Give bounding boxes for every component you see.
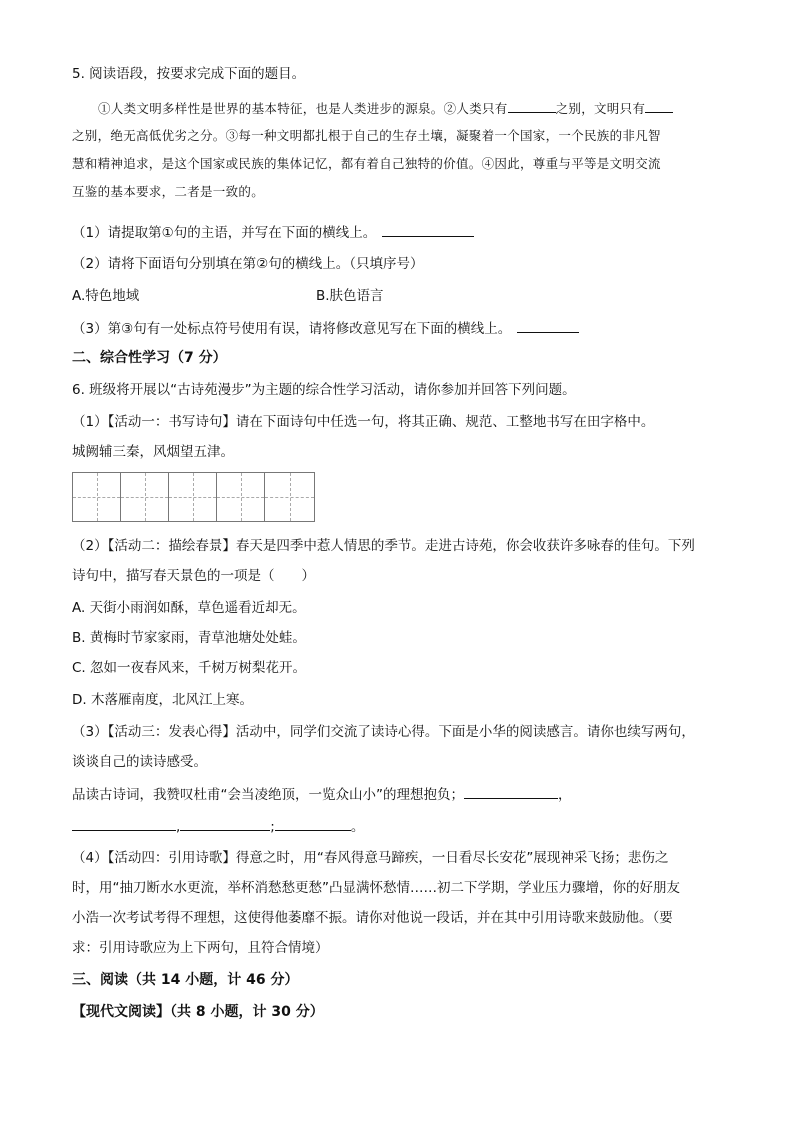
q6-activity4-line-4: 求：引用诗歌应为上下两句，且符合情境） — [72, 940, 329, 956]
comma-2: , — [176, 819, 181, 835]
q6-activity3-text: 品读古诗词，我赞叹杜甫“会当凌绝顶，一览众山小”的理想抱负； — [72, 787, 464, 803]
q5-sub3-answer-blank[interactable] — [517, 318, 579, 333]
q6-activity3-line-4 — [72, 816, 364, 837]
q5-passage-line-4: 互鉴的基本要求，二者是一致的。 — [72, 184, 265, 199]
q6-activity2-line-1: （2）【活动二：描绘春景】春天是四季中惹人情思的季节。走进古诗苑，你会收获许多咏春的佳句。下列 — [72, 538, 695, 554]
q6-activity3-blank-1[interactable] — [464, 784, 558, 799]
q5-passage-line-1 — [98, 98, 673, 119]
q5-option-b: B.肤色语言 — [316, 288, 384, 304]
q6-activity2-line-2: 诗句中，描写春天景色的一项是（ ） — [72, 568, 315, 584]
q6-activity3-blank-3[interactable] — [180, 816, 270, 831]
section3-heading: 三、阅读（共 14 小题，计 46 分） — [72, 972, 299, 988]
period: 。 — [350, 819, 365, 835]
q5-sub1-answer-blank[interactable] — [382, 222, 474, 237]
tianzige-cell[interactable] — [121, 473, 169, 521]
q6-option-c: C. 忽如一夜春风来，千树万树梨花开。 — [72, 660, 307, 676]
modern-reading-heading: 【现代文阅读】（共 8 小题，计 30 分） — [72, 1004, 324, 1020]
q6-activity1-poem: 城阙辅三秦，风烟望五津。 — [72, 444, 234, 460]
q5-answer-blank-1[interactable] — [508, 98, 556, 113]
q5-passage-line-3: 慧和精神追求，是这个国家或民族的集体记忆，都有着自己独特的价值。④因此，尊重与平等是文明交流 — [72, 156, 661, 171]
q5-sub1-text: （1）请提取第①句的主语，并写在下面的横线上。 — [72, 225, 377, 241]
q6-activity3-blank-2[interactable] — [72, 816, 176, 831]
comma-1: ， — [558, 787, 572, 803]
q6-activity4-line-1: （4）【活动四：引用诗歌】得意之时，用“春风得意马蹄疾，一日看尽长安花”展现神采飞扬；悲伤之 — [72, 850, 669, 866]
q5-sub2: （2）请将下面语句分别填在第②句的横线上。（只填序号） — [72, 256, 424, 272]
q6-option-d: D. 木落雁南度，北风江上寒。 — [72, 692, 253, 708]
q6-activity3-blank-4[interactable] — [275, 816, 351, 831]
tianzige-cell[interactable] — [73, 473, 121, 521]
q6-intro: 6. 班级将开展以“古诗苑漫步”为主题的综合性学习活动，请你参加并回答下列问题。 — [72, 382, 576, 398]
q6-activity3-line-2: 谈谈自己的读诗感受。 — [72, 754, 207, 770]
q5-option-a: A.特色地域 — [72, 288, 140, 304]
q5-answer-blank-2[interactable] — [645, 98, 673, 113]
q6-activity4-line-3: 小浩一次考试考得不理想，这使得他萎靡不振。请你对他说一段话，并在其中引用诗歌来鼓励他。（要 — [72, 910, 673, 926]
q5-sub1 — [72, 222, 474, 243]
tianzige-grid[interactable] — [72, 472, 315, 522]
tianzige-cell[interactable] — [217, 473, 265, 521]
semicolon: ; — [270, 819, 275, 835]
q5-title: 5. 阅读语段，按要求完成下面的题目。 — [72, 66, 306, 82]
q6-activity3-line-1: （3）【活动三：发表心得】活动中，同学们交流了读诗心得。下面是小华的阅读感言。请你也续写两句， — [72, 724, 695, 740]
q5-passage-line-2: 之别，绝无高低优劣之分。③每一种文明都扎根于自己的生存土壤，凝聚着一个国家，一个民族的非凡智 — [72, 128, 661, 143]
q6-activity3-line-3 — [72, 784, 572, 805]
tianzige-cell[interactable] — [169, 473, 217, 521]
q5-sub3-text: （3）第③句有一处标点符号使用有误，请将修改意见写在下面的横线上。 — [72, 321, 512, 337]
q6-option-b: B. 黄梅时节家家雨，青草池塘处处蛙。 — [72, 630, 306, 646]
section2-heading: 二、综合性学习（7 分） — [72, 350, 227, 366]
tianzige-cell[interactable] — [265, 473, 314, 521]
q6-option-a: A. 天街小雨润如酥，草色遥看近却无。 — [72, 600, 306, 616]
q5-passage-text-1a: ①人类文明多样性是世界的基本特征，也是人类进步的源泉。②人类只有 — [98, 101, 508, 116]
q6-activity1: （1）【活动一：书写诗句】请在下面诗句中任选一句，将其正确、规范、工整地书写在田字格中。 — [72, 414, 655, 430]
q6-activity4-line-2: 时，用“抽刀断水水更流，举杯消愁愁更愁”凸显满怀愁情……初二下学期，学业压力骤增，你的好朋友 — [72, 880, 680, 896]
q5-passage-text-1b: 之别，文明只有 — [555, 101, 646, 116]
q5-sub3 — [72, 318, 579, 339]
